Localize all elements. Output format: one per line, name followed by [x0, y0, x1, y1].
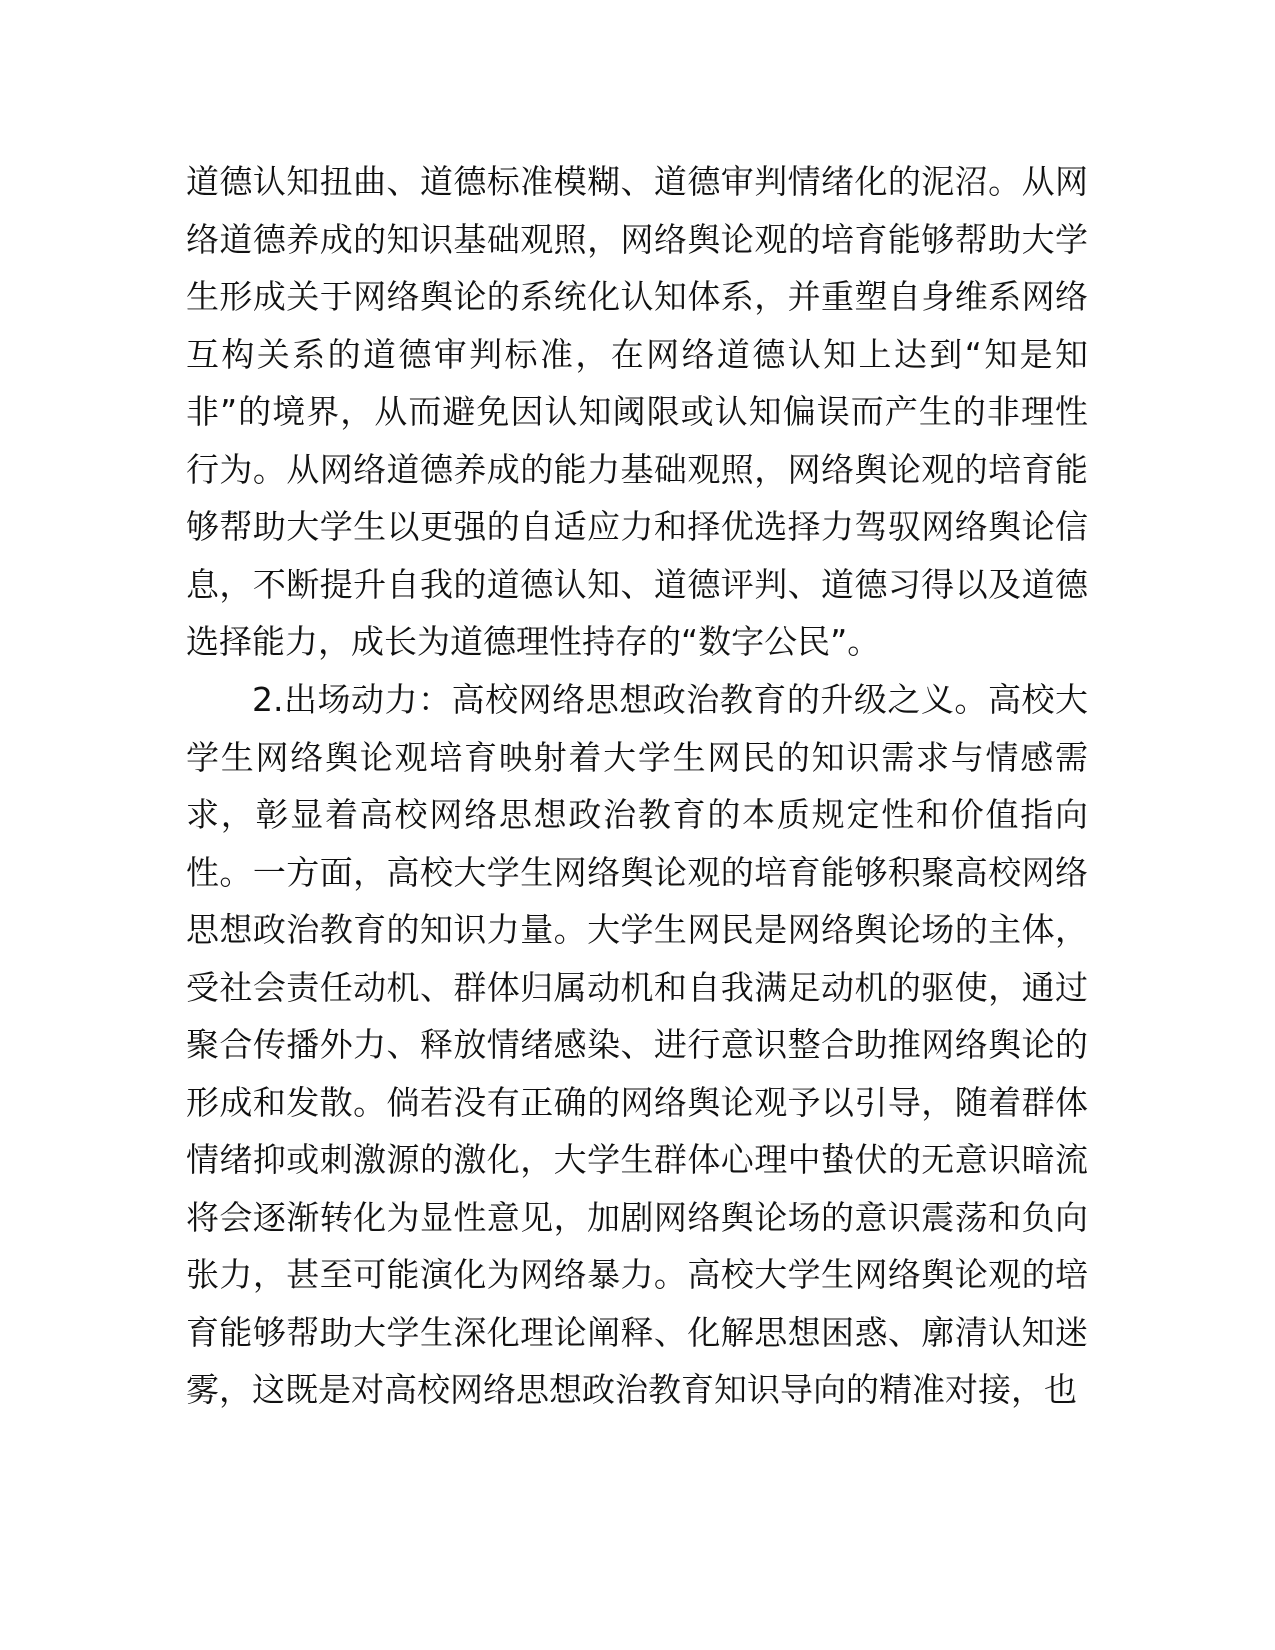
body-paragraph-2: 2.出场动力：高校网络思想政治教育的升级之义。高校大学生网络舆论观培育映射着大学生网民的知识需求与情感需求，彰显着高校网络思想政治教育的本质规定性和价值指向性。一方面，高校大学生网络舆论观的培育能够积聚高校网络思想政治教育的知识力量。大学生网民是网络舆论场的主体，受社会责任动机、群体归属动机和自我满足动机的驱使，通过聚合传播外力、释放情绪感染、进行意识整合助推网络舆论的形成和发散。倘若没有正确的网络舆论观予以引导，随着群体情绪抑或刺激源的激化，大学生群体心理中蛰伏的无意识暗流将会逐渐转化为显性意见，加剧网络舆论场的意识震荡和负向张力，甚至可能演化为网络暴力。高校大学生网络舆论观的培育能够帮助大学生深化理论阐释、化解思想困惑、廓清认知迷雾，这既是对高校网络思想政治教育知识导向的精准对接，也 [186, 680, 1088, 1409]
body-paragraph-1: 道德认知扭曲、道德标准模糊、道德审判情绪化的泥沼。从网络道德养成的知识基础观照，网络舆论观的培育能够帮助大学生形成关于网络舆论的系统化认知体系，并重塑自身维系网络互构关系的道德审判标准，在网络道德认知上达到“知是知非”的境界，从而避免因认知阈限或认知偏误而产生的非理性行为。从网络道德养成的能力基础观照，网络舆论观的培育能够帮助大学生以更强的自适应力和择优选择力驾驭网络舆论信息，不断提升自我的道德认知、道德评判、道德习得以及道德选择能力，成长为道德理性持存的“数字公民”。 [186, 162, 1088, 661]
